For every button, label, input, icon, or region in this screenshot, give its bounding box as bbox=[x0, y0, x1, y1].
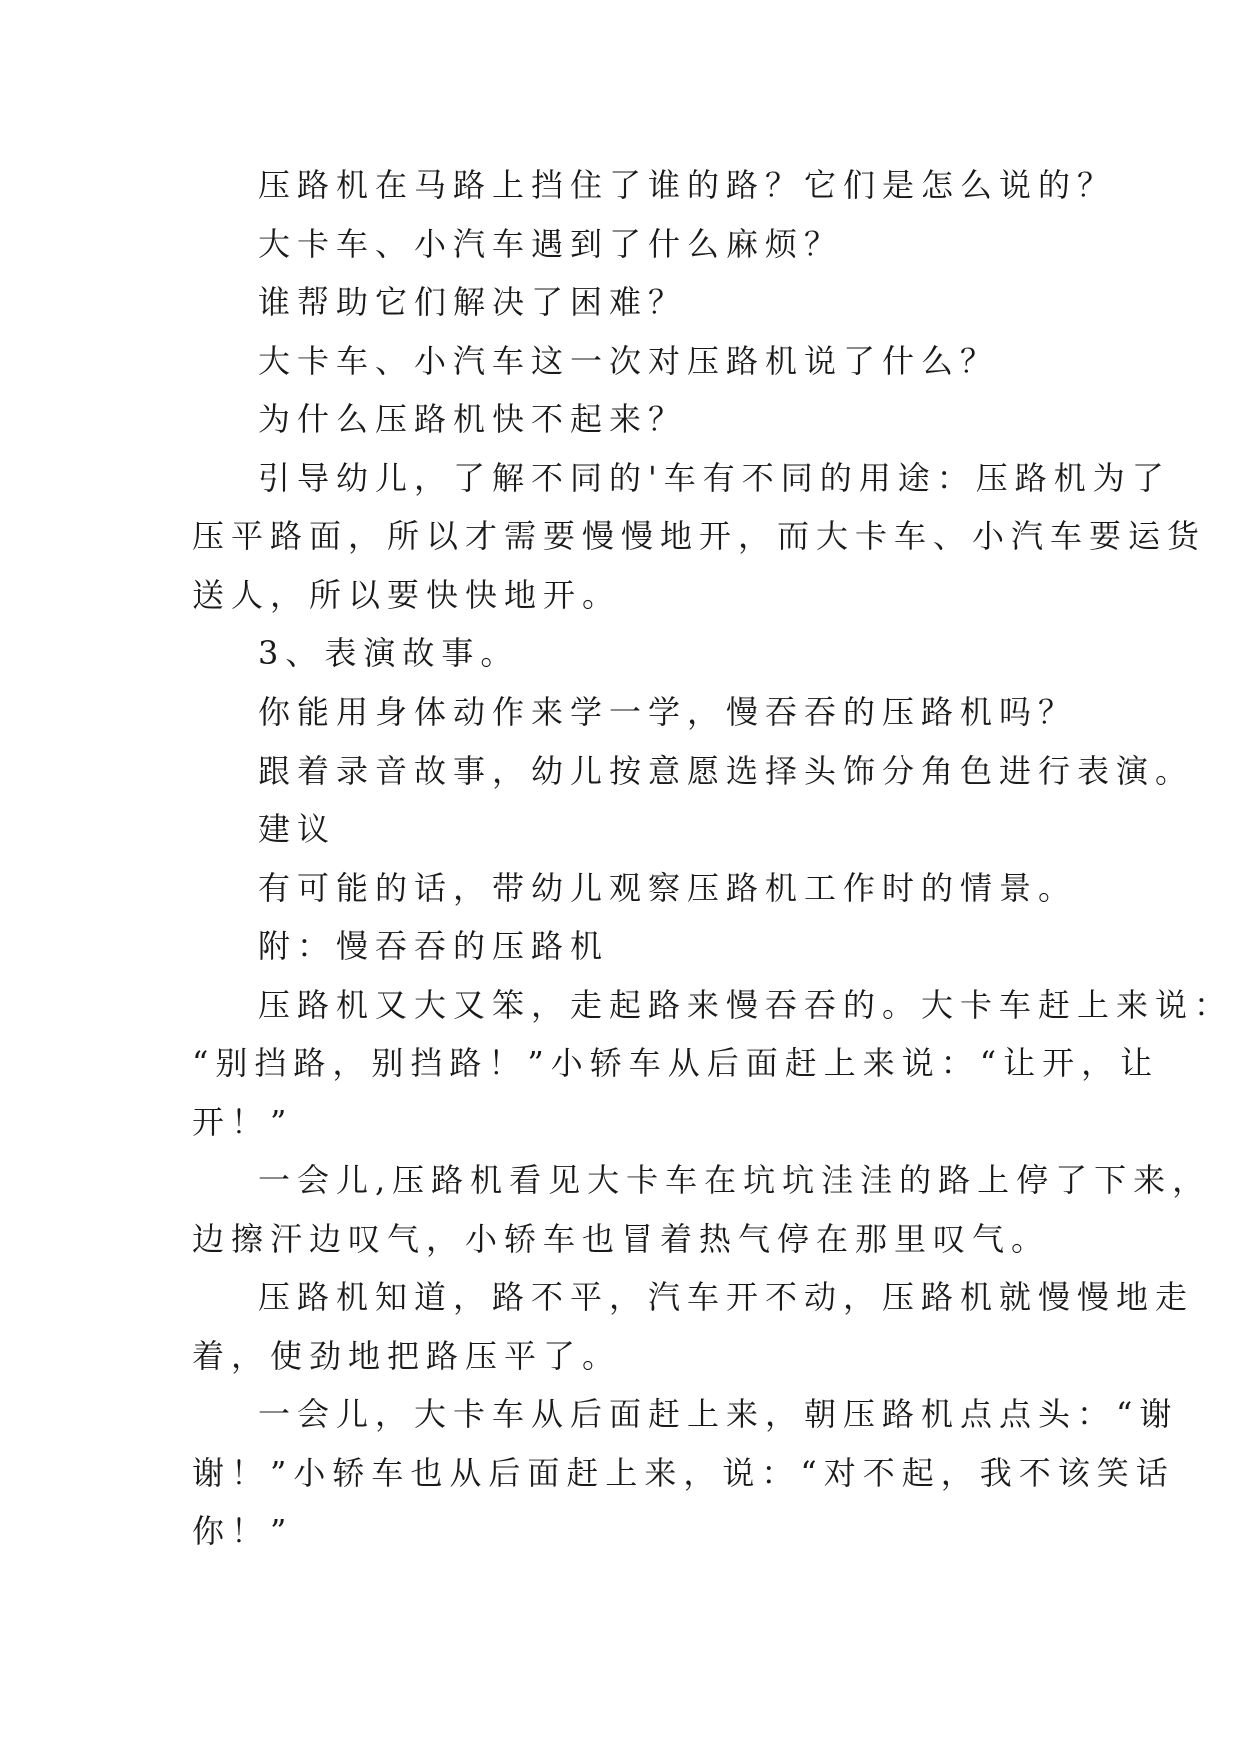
text-line: 你能用身体动作来学一学，慢吞吞的压路机吗？ bbox=[258, 693, 1078, 731]
text-line: 压路机在马路上挡住了谁的路？它们是怎么说的？ bbox=[258, 166, 1117, 204]
text-line: 压平路面，所以才需要慢慢地开，而大卡车、小汽车要运货 bbox=[192, 517, 1207, 555]
text-line: 大卡车、小汽车这一次对压路机说了什么？ bbox=[258, 342, 1000, 380]
text-line: 谢！”小轿车也从后面赶上来，说：“对不起，我不该笑话 bbox=[192, 1454, 1175, 1492]
text-line: “别挡路，别挡路！”小轿车从后面赶上来说：“让开，让 bbox=[192, 1044, 1160, 1082]
text-line: 送人，所以要快快地开。 bbox=[192, 576, 622, 614]
text-line: 跟着录音故事，幼儿按意愿选择头饰分角色进行表演。 bbox=[258, 752, 1195, 790]
text-line: 一会儿，大卡车从后面赶上来，朝压路机点点头：“谢 bbox=[258, 1395, 1179, 1433]
text-line: 你！” bbox=[192, 1512, 294, 1550]
text-line: 引导幼儿，了解不同的'车有不同的用途：压路机为了 bbox=[258, 459, 1171, 497]
text-line: 大卡车、小汽车遇到了什么麻烦？ bbox=[258, 225, 844, 263]
text-line: 一会儿,压路机看见大卡车在坑坑洼洼的路上停了下来， bbox=[258, 1161, 1212, 1199]
text-line: 谁帮助它们解决了困难？ bbox=[258, 283, 688, 321]
text-line: 3、表演故事。 bbox=[258, 634, 520, 672]
text-line: 着，使劲地把路压平了。 bbox=[192, 1337, 622, 1375]
text-line: 开！” bbox=[192, 1103, 294, 1141]
text-line: 有可能的话，带幼儿观察压路机工作时的情景。 bbox=[258, 869, 1078, 907]
text-line: 边擦汗边叹气，小轿车也冒着热气停在那里叹气。 bbox=[192, 1220, 1051, 1258]
text-line: 压路机又大又笨，走起路来慢吞吞的。大卡车赶上来说： bbox=[258, 986, 1234, 1024]
appendix-title: 附：慢吞吞的压路机 bbox=[258, 927, 610, 965]
text-line: 为什么压路机快不起来？ bbox=[258, 400, 688, 438]
section-heading: 建议 bbox=[258, 810, 337, 848]
text-line: 压路机知道，路不平，汽车开不动，压路机就慢慢地走 bbox=[258, 1278, 1195, 1316]
